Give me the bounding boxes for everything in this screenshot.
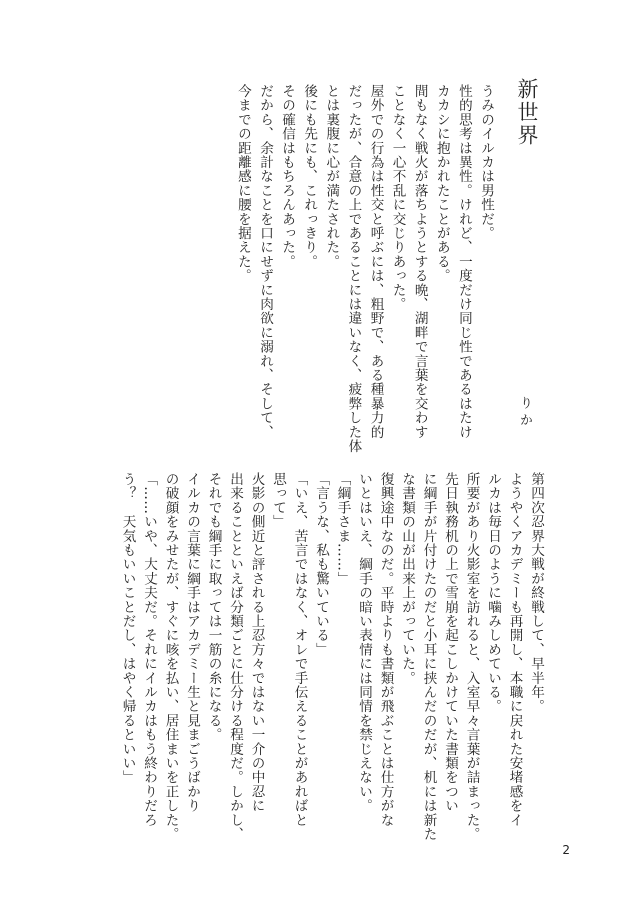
text-column: だったが、合意の上であることには違いなく、疲弊した体	[345, 84, 362, 454]
text-column: う？ 天気もいいことだし、はやく帰るといい」	[119, 472, 136, 785]
text-column: 「綱手さま……」	[334, 472, 351, 586]
text-column: 「……いや、大丈夫だ。それにイルカはもう終わりだろ	[141, 472, 157, 827]
text-column: とは裏腹に心が満たされた。	[323, 84, 340, 269]
text-column: 所要があり火影室を訪れると、入室早々言葉が詰まった。	[463, 472, 480, 842]
text-column: 火影の側近と評される上忍方々ではない一介の中忍に	[248, 472, 265, 813]
text-column: うみのイルカは男性だ。	[478, 84, 494, 241]
text-column: 今までの距離感に腰を据えた。	[234, 84, 251, 283]
story-title: 新世界	[515, 78, 539, 147]
text-column: ルカは毎日のように噛みしめている。	[485, 472, 501, 714]
text-column: 第四次忍界大戦が終戦して、早半年。	[528, 472, 544, 714]
text-column: その確信はもちろんあった。	[279, 84, 296, 269]
text-column: 復興途中なのだ。平時よりも書類が飛ぶことは仕方がな	[377, 472, 394, 827]
text-column: いとはいえ、綱手の暗い表情には同情を禁じえない。	[356, 472, 372, 813]
text-column: カカシに抱かれたことがある。	[433, 84, 450, 283]
text-column: それでも綱手に取っては一筋の糸になる。	[205, 472, 222, 742]
text-column: 「いえ、苦言ではなく、オレで手伝えることがあればと	[291, 472, 308, 827]
text-column: 思って」	[270, 472, 286, 529]
text-column: な書類の山が出来上がっていた。	[399, 472, 415, 685]
text-column: イルカの言葉に綱手はアカデミー生と見まごうばかり	[184, 472, 200, 813]
text-column: ようやくアカデミーも再開し、本職に戻れた安堵感をイ	[506, 472, 523, 827]
text-column: 先日執務机の上で雪崩を起こしかけていた書類をつい	[442, 472, 458, 813]
text-column: 屋外での行為は性交と呼ぶには、粗野で、ある種暴力的	[367, 84, 384, 439]
author-name: りか	[517, 396, 532, 430]
text-column: 出来ることといえば分類ごとに仕分ける程度だ。しかし、	[227, 472, 243, 842]
page-number: 2	[562, 843, 570, 857]
text-column: ことなく一心不乱に交じりあった。	[389, 84, 406, 312]
text-column: 後にも先にも、これっきり。	[301, 84, 318, 269]
text-column: 性的思考は異性。けれど、一度だけ同じ性であるはたけ	[455, 84, 472, 439]
text-column: だから、余計なことを口にせずに肉欲に溺れ、そして、	[257, 84, 273, 439]
text-column: に綱手が片付けたのだと小耳に挟んだのだが、机には新た	[420, 472, 437, 842]
text-column: の破顔をみせたが、すぐに咳を払い、居住まいを正した。	[162, 472, 179, 842]
text-column: 間もなく戦火が落ちようとする晩、湖畔で言葉を交わす	[411, 84, 428, 439]
text-column: 「言うな、私も驚いている」	[313, 472, 329, 657]
